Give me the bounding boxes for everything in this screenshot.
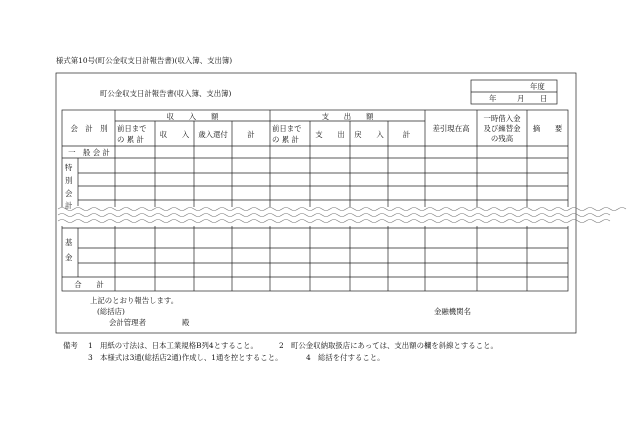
header-revenue-group: 収 入 額 xyxy=(166,112,219,121)
header-expenditure: 支 出 xyxy=(315,130,345,139)
fiscal-year-label: 年度 xyxy=(530,82,545,91)
note-3-number: 3 xyxy=(88,353,93,362)
footer-office: (総括店) xyxy=(97,307,125,316)
note-1-number: 1 xyxy=(88,341,93,350)
header-rev-total: 計 xyxy=(247,130,255,139)
row-fund-char-1: 基 xyxy=(65,238,73,247)
header-remarks: 摘 要 xyxy=(532,124,563,133)
header-exp-prev-top: 前日まで xyxy=(272,124,302,133)
row-special-char-3: 会 xyxy=(65,189,73,198)
row-special-char-4: 計 xyxy=(65,201,73,210)
note-4-number: 4 xyxy=(306,353,311,362)
header-temp-loan-3: の残高 xyxy=(490,134,514,143)
year-label: 年 xyxy=(489,94,497,103)
header-balance: 差引現在高 xyxy=(432,124,470,133)
report-title: 町公金収支日計報告書(収入簿、支出簿) xyxy=(100,89,232,98)
note-3: 本様式は3通(総括店2通)作成し、1通を控とすること。 xyxy=(100,353,283,362)
footer-manager: 会計管理者 xyxy=(109,318,146,327)
footer-bank: 金融機関名 xyxy=(434,307,471,316)
note-2: 町公金収納取扱店にあっては、支出額の欄を斜線とすること。 xyxy=(291,341,498,350)
row-fund-char-2: 金 xyxy=(65,253,73,262)
header-refund-adjust: 歳入還付 xyxy=(198,130,228,139)
header-rev-prev-bottom: の 累 計 xyxy=(117,135,144,144)
note-4: 総括を付すること。 xyxy=(318,353,385,362)
note-2-number: 2 xyxy=(279,341,284,350)
header-account: 会 計 別 xyxy=(70,124,108,133)
note-1: 用紙の寸法は、日本工業規格B列4とすること。 xyxy=(100,341,258,350)
row-special-char-1: 特 xyxy=(65,163,73,172)
footer-honorific: 殿 xyxy=(182,318,190,327)
header-exp-prev-bottom: の 累 計 xyxy=(272,135,299,144)
header-return-in: 戻 入 xyxy=(354,130,384,139)
header-temp-loan-2: 及び繰替金 xyxy=(483,124,521,133)
footer-reported: 上記のとおり報告します。 xyxy=(90,296,179,305)
notes-label: 備考 xyxy=(63,341,78,350)
row-general-account: 一 般 会 計 xyxy=(68,148,110,157)
header-rev-prev-top: 前日まで xyxy=(117,124,147,133)
form-label: 様式第10号(町公金収支日計報告書)(収入簿、支出簿) xyxy=(56,56,233,65)
header-expenditure-group: 支 出 額 xyxy=(321,112,374,121)
header-exp-total: 計 xyxy=(402,130,411,139)
month-label: 月 xyxy=(517,94,525,103)
row-grand-total: 合 計 xyxy=(74,280,104,289)
row-special-char-2: 別 xyxy=(65,176,73,185)
header-revenue: 収 入 xyxy=(159,130,190,139)
header-temp-loan-1: 一時借入金 xyxy=(483,114,521,123)
day-label: 日 xyxy=(540,94,548,103)
